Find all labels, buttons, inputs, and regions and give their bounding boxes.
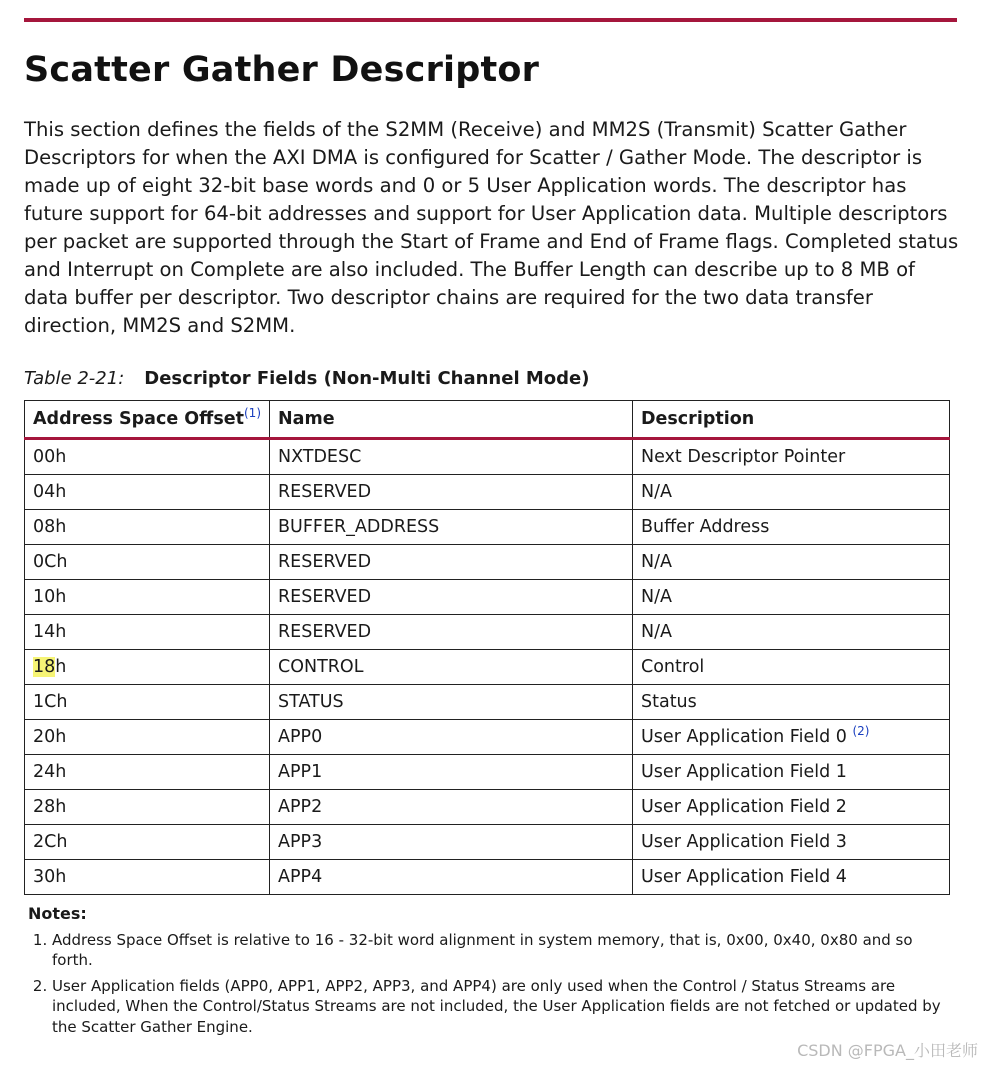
name-cell: STATUS <box>270 685 633 720</box>
description-cell: N/A <box>633 580 950 615</box>
description-cell: N/A <box>633 615 950 650</box>
name-cell: CONTROL <box>270 650 633 685</box>
watermark: CSDN @FPGA_小田老师 <box>797 1041 978 1060</box>
table-row <box>25 860 950 895</box>
table-row <box>25 650 950 685</box>
header-name: Name <box>270 401 633 439</box>
name-cell: RESERVED <box>270 615 633 650</box>
description-cell: User Application Field 4 <box>633 860 950 895</box>
offset-cell: 24h <box>25 755 270 790</box>
description-cell: User Application Field 2 <box>633 790 950 825</box>
name-cell: APP4 <box>270 860 633 895</box>
header-offset <box>25 401 270 439</box>
offset-cell: 28h <box>25 790 270 825</box>
offset-cell: 00h <box>25 439 270 475</box>
name-cell: APP2 <box>270 790 633 825</box>
footnote-link-1[interactable]: (1) <box>244 406 261 421</box>
note-item: 2. User Application fields (APP0, APP1, APP2, APP3, and APP4) are only used when the Control / Status Streams are included, When the Control/Status Streams are not included, the User Application fields are not fetched or updated by the Scatter Gather Engine. <box>52 976 948 1038</box>
table-row <box>25 439 950 475</box>
description-cell: N/A <box>633 475 950 510</box>
table-row <box>25 545 950 580</box>
intro-paragraph: This section defines the fields of the S2MM (Receive) and MM2S (Transmit) Scatter Gather Descriptors for when the AXI DMA is configured for Scatter / Gather Mode. The descriptor is made up of eight 32-bit base words and 0 or 5 User Application words. The descriptor has future support for 64-bit addresses and support for User Application data. Multiple descriptors per packet are supported through the Start of Frame and End of Frame flags. Completed status and Interrupt on Complete are also included. The Buffer Length can describe up to 8 MB of data buffer per descriptor. Two descriptor chains are required for the two data transfer direction, MM2S and S2MM. <box>24 118 959 337</box>
name-cell: APP0 <box>270 720 633 755</box>
table-caption-label: Table 2-21: <box>24 368 125 389</box>
name-cell: APP3 <box>270 825 633 860</box>
offset-suffix: h <box>55 657 67 677</box>
name-cell: BUFFER_ADDRESS <box>270 510 633 545</box>
note-item: 1. Address Space Offset is relative to 16 - 32-bit word alignment in system memory, that is, 0x00, 0x40, 0x80 and so forth. <box>52 930 948 971</box>
offset-cell: 1Ch <box>25 685 270 720</box>
table-row <box>25 720 950 755</box>
table-caption-title: Descriptor Fields (Non-Multi Channel Mode) <box>144 368 590 389</box>
notes-section <box>28 904 948 1042</box>
notes-list <box>28 930 948 1038</box>
header-offset-label: Address Space Offset <box>33 409 244 429</box>
description-cell: Buffer Address <box>633 510 950 545</box>
table-row <box>25 475 950 510</box>
description-cell: User Application Field 3 <box>633 825 950 860</box>
table-caption <box>24 368 590 389</box>
offset-cell: 20h <box>25 720 270 755</box>
offset-cell: 04h <box>25 475 270 510</box>
offset-cell: 08h <box>25 510 270 545</box>
description-cell: Next Descriptor Pointer <box>633 439 950 475</box>
table-row <box>25 790 950 825</box>
highlighted-text: 18 <box>33 657 56 677</box>
description-cell: N/A <box>633 545 950 580</box>
section-title: Scatter Gather Descriptor <box>24 50 540 90</box>
name-cell: RESERVED <box>270 475 633 510</box>
name-cell: NXTDESC <box>270 439 633 475</box>
table-row <box>25 615 950 650</box>
header-description: Description <box>633 401 950 439</box>
table-row <box>25 825 950 860</box>
offset-cell: 10h <box>25 580 270 615</box>
description-cell: Control <box>633 650 950 685</box>
description-text: User Application Field 0 <box>641 727 847 747</box>
name-cell: RESERVED <box>270 545 633 580</box>
table-row <box>25 755 950 790</box>
table-row <box>25 685 950 720</box>
table-row <box>25 580 950 615</box>
name-cell: RESERVED <box>270 580 633 615</box>
notes-title: Notes: <box>28 904 87 923</box>
name-cell: APP1 <box>270 755 633 790</box>
descriptor-fields-table <box>24 400 950 895</box>
table-row <box>25 510 950 545</box>
footnote-link-2[interactable]: (2) <box>852 724 870 739</box>
description-cell <box>633 720 950 755</box>
offset-cell <box>25 650 270 685</box>
top-rule <box>24 18 957 22</box>
description-cell: Status <box>633 685 950 720</box>
offset-cell: 2Ch <box>25 825 270 860</box>
offset-cell: 30h <box>25 860 270 895</box>
offset-cell: 14h <box>25 615 270 650</box>
description-cell: User Application Field 1 <box>633 755 950 790</box>
table-header-row <box>25 401 950 439</box>
offset-cell: 0Ch <box>25 545 270 580</box>
